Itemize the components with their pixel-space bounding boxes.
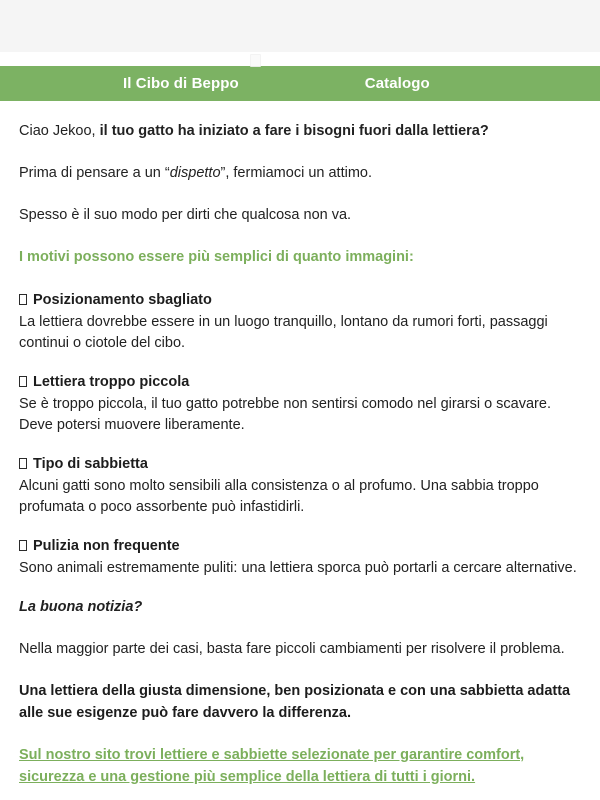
intro-paragraph xyxy=(19,163,578,184)
reason-item-2 xyxy=(19,372,578,436)
reason-title-3 xyxy=(19,454,578,475)
reason-title-text-3: Tipo di sabbietta xyxy=(33,456,148,473)
intro-pre-text: Prima di pensare a un “ xyxy=(19,165,170,182)
reason-body-2: Se è troppo piccola, il tuo gatto potrebbe non sentirsi comodo nel girarsi o scavare. Deve potersi muovere liberamente. xyxy=(19,396,551,434)
intro-post-text: ”, fermiamoci un attimo. xyxy=(220,165,373,182)
explain-paragraph: Spesso è il suo modo per dirti che qualcosa non va. xyxy=(19,207,352,224)
browser-chrome-band xyxy=(0,0,600,52)
reason-title-text-2: Lettiera troppo piccola xyxy=(33,374,190,391)
reason-title-text-4: Pulizia non frequente xyxy=(33,538,180,555)
reason-item-3 xyxy=(19,454,578,518)
missing-glyph-box-icon xyxy=(19,376,27,387)
email-body xyxy=(0,101,600,788)
solution-paragraph: Nella maggior parte dei casi, basta fare piccoli cambiamenti per risolvere il problema. xyxy=(19,641,565,658)
site-navbar xyxy=(0,66,600,101)
broken-image-icon xyxy=(250,54,261,67)
reasons-heading: I motivi possono essere più semplici di quanto immagini: xyxy=(19,249,414,266)
reason-item-1 xyxy=(19,290,578,354)
greeting-bold-text: il tuo gatto ha iniziato a fare i bisogni fuori dalla lettiera? xyxy=(99,123,489,139)
missing-glyph-box-icon xyxy=(19,540,27,551)
nav-link-catalog[interactable]: Catalogo xyxy=(364,75,430,92)
reason-title-4 xyxy=(19,536,578,557)
missing-glyph-box-icon xyxy=(19,458,27,469)
email-header-spacer xyxy=(0,52,600,66)
reason-title-1 xyxy=(19,290,578,311)
reason-body-4: Sono animali estremamente puliti: una lettiera sporca può portarli a cercare alternative. xyxy=(19,560,577,577)
nav-link-brand[interactable]: Il Cibo di Beppo xyxy=(123,75,239,92)
intro-italic-word: dispetto xyxy=(169,165,221,182)
good-news-heading: La buona notizia? xyxy=(19,599,143,616)
reason-body-3: Alcuni gatti sono molto sensibili alla consistenza o al profumo. Una sabbia troppo profumata o poco assorbente può infastidirli. xyxy=(19,478,539,516)
reason-title-text-1: Posizionamento sbagliato xyxy=(33,292,212,309)
greeting-plain-text: Ciao Jekoo, xyxy=(19,123,100,139)
shop-promo-link[interactable]: Sul nostro sito trovi lettiere e sabbiette selezionate per garantire comfort, sicurezza e una gestione più semplice della lettiera di tutti i giorni. xyxy=(19,746,525,785)
reason-item-4 xyxy=(19,536,578,579)
greeting-paragraph xyxy=(19,121,578,142)
reason-body-1: La lettiera dovrebbe essere in un luogo tranquillo, lontano da rumori forti, passaggi continui o ciotole del cibo. xyxy=(19,314,548,352)
reason-title-2 xyxy=(19,372,578,393)
missing-glyph-box-icon xyxy=(19,294,27,305)
closing-statement: Una lettiera della giusta dimensione, ben posizionata e con una sabbietta adatta alle sue esigenze può fare davvero la differenza. xyxy=(19,683,571,722)
